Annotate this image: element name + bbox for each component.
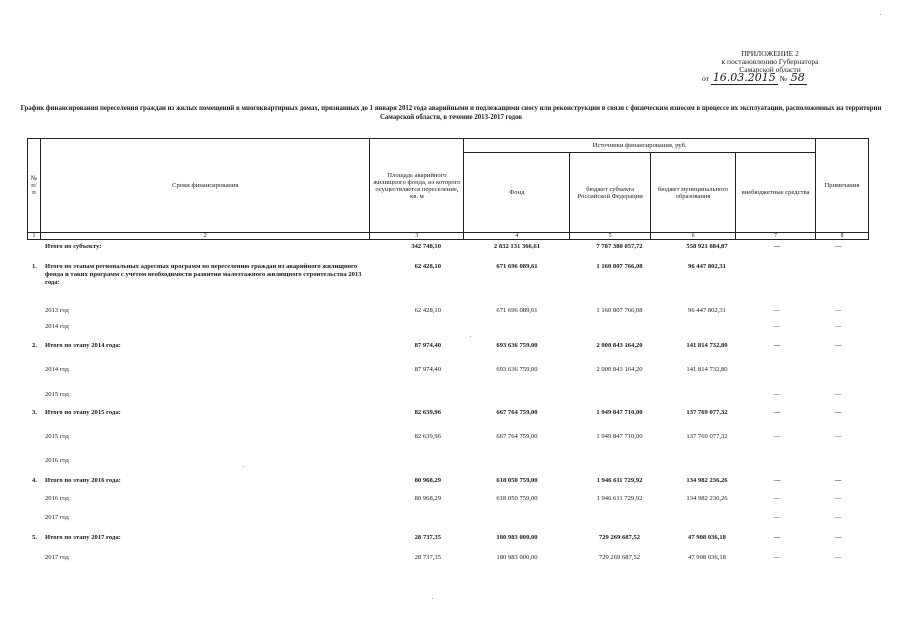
- appendix-block: [700, 50, 840, 83]
- row-area: 80 968,29: [414, 477, 441, 484]
- header-area: Площадь аварийного жилищного фонда, из которого осуществляется переселение, кв. м: [370, 139, 464, 233]
- row-fund: 693 636 759,00: [496, 366, 538, 373]
- row-subject-budget: 7 787 380 057,72: [596, 243, 643, 250]
- header-notes: Примечания: [815, 139, 868, 233]
- row-subject-budget: 1 949 847 710,00: [596, 433, 643, 440]
- header-sources: Источники финансирования, руб.: [464, 139, 816, 153]
- row-label: 2015 год: [45, 433, 69, 440]
- row-label: 2016 год: [45, 457, 69, 464]
- row-municipal-budget: 47 908 036,18: [688, 534, 726, 541]
- row-label: 2013 год: [45, 307, 69, 314]
- row-area: 342 748,10: [411, 243, 441, 250]
- row-subject-budget: 2 000 843 164,20: [596, 366, 643, 373]
- header-municipal-budget: бюджет муниципального образования: [651, 153, 736, 233]
- row-offbudget: —: [773, 342, 781, 349]
- row-notes: —: [834, 433, 842, 440]
- row-subject-budget: 1 946 611 729,92: [596, 477, 643, 484]
- row-area: 82 639,96: [414, 433, 441, 440]
- scan-speck: [432, 598, 433, 599]
- row-fund: 671 696 089,61: [496, 307, 538, 314]
- header-period: Сроки финансирования: [40, 139, 369, 233]
- column-number: 8: [815, 233, 868, 240]
- row-offbudget: —: [773, 409, 781, 416]
- document-title: График финансирования переселения граждан из жилых помещений в многоквартирных домах, признанных до 1 января 2012 года аварийными и подлежащими сносу или реконструкции в связи с физическим износом в процессе их эксплуатации, расположенных на территории Самарской области, в течение 2013-2017 годов: [20, 105, 882, 121]
- row-subject-budget: 729 269 687,52: [598, 554, 641, 561]
- row-offbudget: —: [773, 554, 781, 561]
- financing-table-header: [27, 138, 869, 240]
- row-subject-budget: 1 160 807 766,08: [596, 307, 643, 314]
- row-number: 2.: [32, 342, 37, 349]
- row-offbudget: —: [773, 514, 781, 521]
- row-notes: —: [834, 534, 842, 541]
- row-area: 62 428,10: [414, 307, 441, 314]
- row-subject-budget: 1 160 807 766,08: [596, 263, 643, 270]
- row-subject-budget: 1 946 611 729,92: [596, 495, 643, 502]
- row-notes: —: [834, 391, 842, 398]
- appendix-reference: к постановлению Губернатора: [721, 57, 819, 66]
- row-label: 2017 год: [45, 554, 69, 561]
- row-number: 4.: [32, 477, 37, 484]
- row-offbudget: —: [773, 433, 781, 440]
- column-number: 4: [464, 233, 570, 240]
- appendix-title: ПРИЛОЖЕНИЕ 2: [741, 49, 799, 58]
- row-fund: 180 983 000,00: [496, 534, 538, 541]
- column-number: 7: [736, 233, 816, 240]
- row-offbudget: —: [773, 243, 781, 250]
- row-label: 2015 год: [45, 391, 69, 398]
- row-fund: 667 764 759,00: [496, 433, 538, 440]
- row-offbudget: —: [773, 391, 781, 398]
- row-label: 2017 год: [45, 514, 69, 521]
- row-subject-budget: 1 949 847 710,00: [596, 409, 643, 416]
- row-fund: 618 050 759,00: [496, 495, 538, 502]
- row-offbudget: —: [773, 477, 781, 484]
- row-label: Итого по этапу 2017 года:: [45, 534, 121, 541]
- header-num: № п/п: [28, 139, 41, 233]
- row-label: Итого по этапу 2015 года:: [45, 409, 121, 416]
- row-municipal-budget: 141 814 732,80: [686, 366, 728, 373]
- row-municipal-budget: 134 982 236,26: [686, 495, 728, 502]
- row-municipal-budget: 141 814 732,80: [686, 342, 728, 349]
- column-number: 6: [651, 233, 736, 240]
- row-offbudget: —: [773, 495, 781, 502]
- row-subject-budget: 729 269 687,52: [598, 534, 641, 541]
- row-municipal-budget: 558 921 884,87: [686, 243, 728, 250]
- row-number: 3.: [32, 409, 37, 416]
- row-area: 82 639,96: [414, 409, 441, 416]
- date-prefix: от: [702, 74, 709, 83]
- column-number: 3: [370, 233, 464, 240]
- row-municipal-budget: 47 908 036,18: [688, 554, 726, 561]
- scan-speck: [470, 336, 471, 337]
- row-municipal-budget: 96 447 802,31: [688, 307, 726, 314]
- row-area: 62 428,10: [414, 263, 441, 270]
- row-area: 87 974,40: [414, 342, 441, 349]
- row-municipal-budget: 137 769 077,32: [686, 409, 728, 416]
- row-notes: —: [834, 323, 842, 330]
- header-offbudget: внебюджетные средства: [736, 153, 816, 233]
- row-number: 5.: [32, 534, 37, 541]
- column-number: 1: [28, 233, 41, 240]
- row-notes: —: [834, 554, 842, 561]
- row-notes: —: [834, 342, 842, 349]
- number-prefix: №: [779, 74, 787, 83]
- row-subject-budget: 2 000 843 164,20: [596, 342, 643, 349]
- row-label: 2016 год: [45, 495, 69, 502]
- row-area: 80 968,29: [414, 495, 441, 502]
- row-fund: 693 636 759,00: [496, 342, 538, 349]
- scan-speck: [880, 14, 881, 15]
- decree-number: 58: [790, 71, 805, 84]
- row-notes: —: [834, 477, 842, 484]
- row-area: 87 974,40: [414, 366, 441, 373]
- header-subject-budget: бюджет субъекта Российской Федерации: [570, 153, 651, 233]
- row-offbudget: —: [773, 307, 781, 314]
- row-notes: —: [834, 495, 842, 502]
- row-municipal-budget: 96 447 802,31: [688, 263, 726, 270]
- row-area: 28 737,35: [414, 534, 441, 541]
- row-fund: 671 696 089,61: [496, 263, 538, 270]
- row-fund: 2 832 131 366,61: [493, 243, 541, 250]
- row-label: Итого по этапу 2016 года:: [45, 477, 121, 484]
- row-number: 1.: [32, 263, 37, 270]
- row-label: Итого по этапам региональных адресных программ по переселению граждан из аварийного жилищного фонда и таких программ с учетом необходимости развития малоэтажного жилищного строительства 2013 года:: [45, 263, 362, 286]
- row-notes: —: [834, 243, 842, 250]
- row-fund: 180 983 000,00: [496, 554, 538, 561]
- header-fund: Фонд: [464, 153, 570, 233]
- row-area: 28 737,35: [414, 554, 441, 561]
- decree-date: 16.03.2015: [712, 71, 776, 84]
- column-number: 2: [40, 233, 369, 240]
- row-label: 2014 год: [45, 366, 69, 373]
- row-offbudget: —: [773, 534, 781, 541]
- row-notes: —: [834, 307, 842, 314]
- row-offbudget: —: [773, 323, 781, 330]
- row-municipal-budget: 137 769 077,32: [686, 433, 728, 440]
- row-fund: 618 050 759,00: [496, 477, 538, 484]
- row-label: Итого по этапу 2014 года:: [45, 342, 121, 349]
- row-label: Итого по субъекту:: [45, 243, 102, 250]
- scan-speck: [243, 466, 244, 467]
- row-notes: —: [834, 409, 842, 416]
- appendix-region: Самарской области: [739, 65, 801, 74]
- row-fund: 667 764 759,00: [496, 409, 538, 416]
- column-number: 5: [570, 233, 651, 240]
- row-notes: —: [834, 514, 842, 521]
- row-label: 2014 год: [45, 323, 69, 330]
- decree-date-line: [702, 71, 840, 84]
- row-municipal-budget: 134 982 236,26: [686, 477, 728, 484]
